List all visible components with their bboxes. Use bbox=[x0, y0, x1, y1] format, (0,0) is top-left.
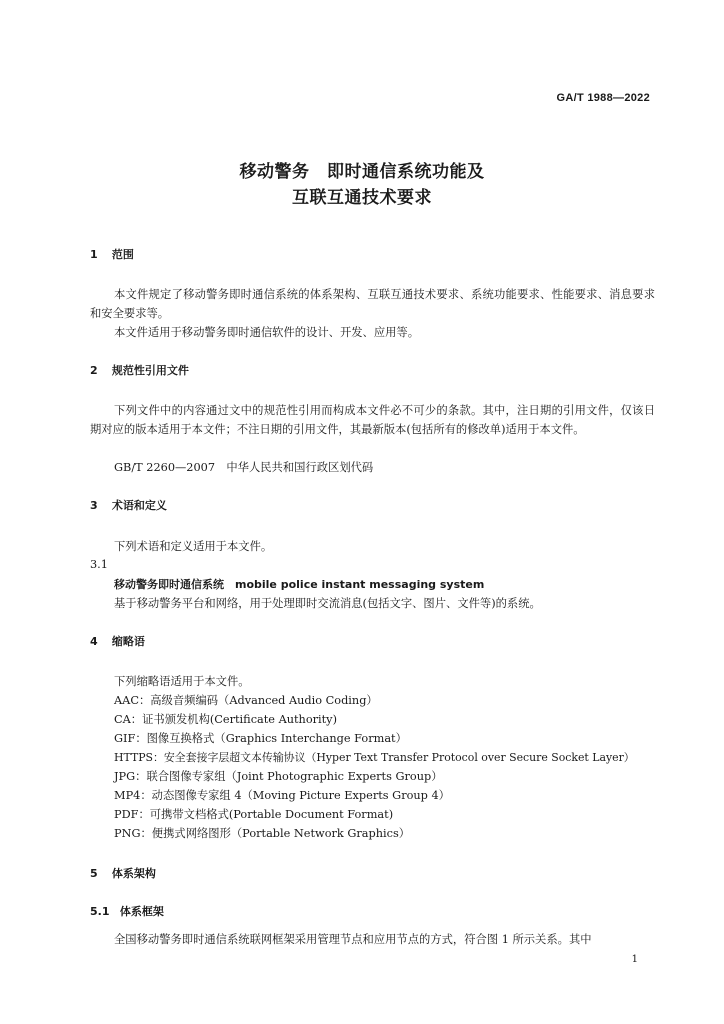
subsection-3-1-number: 3.1 bbox=[90, 558, 108, 571]
abbreviation-item: AAC：高级音频编码（Advanced Audio Coding） bbox=[114, 694, 378, 707]
section-4-paragraph-1: 下列缩略语适用于本文件。 bbox=[114, 675, 250, 688]
section-1-paragraph-1: 本文件规定了移动警务即时通信系统的体系架构、互联互通技术要求、系统功能要求、性能要求、消息要求和安全要求等。 bbox=[90, 288, 655, 320]
subsection-number: 5.1 bbox=[90, 905, 110, 918]
abbreviation-item: PNG：便携式网络图形（Portable Network Graphics） bbox=[114, 827, 411, 840]
page-number: 1 bbox=[631, 954, 638, 965]
section-2-paragraph-1: 下列文件中的内容通过文中的规范性引用而构成本文件必不可少的条款。其中，注日期的引用文件，仅该日期对应的版本适用于本文件；不注日期的引用文件，其最新版本(包括所有的修改单)适用于本文件。 bbox=[90, 404, 655, 436]
abbreviation-item: MP4：动态图像专家组 4（Moving Picture Experts Group 4） bbox=[114, 789, 450, 802]
document-title-line1: 移动警务 即时通信系统功能及 bbox=[239, 162, 485, 182]
section-1-paragraph-2: 本文件适用于移动警务即时通信软件的设计、开发、应用等。 bbox=[114, 326, 420, 339]
section-number: 1 bbox=[90, 248, 98, 261]
section-5-heading bbox=[90, 865, 156, 881]
section-title: 规范性引用文件 bbox=[111, 364, 189, 377]
section-4-heading bbox=[90, 633, 145, 649]
section-number: 3 bbox=[90, 499, 98, 512]
abbreviation-item: GIF：图像互换格式（Graphics Interchange Format） bbox=[114, 732, 407, 745]
section-1-heading bbox=[90, 246, 134, 262]
document-title-line2: 互联互通技术要求 bbox=[292, 188, 432, 208]
section-title: 范围 bbox=[111, 248, 134, 261]
section-3-paragraph-1: 下列术语和定义适用于本文件。 bbox=[114, 540, 273, 553]
abbreviation-item: PDF：可携带文档格式(Portable Document Format) bbox=[114, 808, 394, 821]
subsection-5-1-heading bbox=[90, 903, 164, 919]
abbreviation-item: JPG：联合图像专家组（Joint Photographic Experts Group） bbox=[114, 770, 443, 783]
abbreviation-item: HTTPS：安全套接字层超文本传输协议（Hyper Text Transfer Protocol over Secure Socket Layer） bbox=[114, 751, 635, 764]
section-2-heading bbox=[90, 362, 189, 378]
section-number: 4 bbox=[90, 635, 98, 648]
abbreviation-item: CA：证书颁发机构(Certificate Authority) bbox=[114, 713, 337, 726]
section-3-heading bbox=[90, 497, 167, 513]
standard-code: GA/T 1988—2022 bbox=[556, 92, 650, 104]
subsection-title: 体系框架 bbox=[119, 905, 164, 918]
section-number: 5 bbox=[90, 867, 98, 880]
normative-reference: GB/T 2260—2007 中华人民共和国行政区划代码 bbox=[114, 461, 374, 474]
section-title: 体系架构 bbox=[111, 867, 156, 880]
term-3-1: 移动警务即时通信系统 mobile police instant messaging system bbox=[114, 578, 485, 591]
section-title: 缩略语 bbox=[111, 635, 145, 648]
section-title: 术语和定义 bbox=[111, 499, 167, 512]
term-3-1-definition: 基于移动警务平台和网络，用于处理即时交流消息(包括文字、图片、文件等)的系统。 bbox=[114, 597, 541, 610]
section-5-1-paragraph-1: 全国移动警务即时通信系统联网框架采用管理节点和应用节点的方式，符合图 1 所示关系。其中 bbox=[114, 933, 592, 946]
section-number: 2 bbox=[90, 364, 98, 377]
